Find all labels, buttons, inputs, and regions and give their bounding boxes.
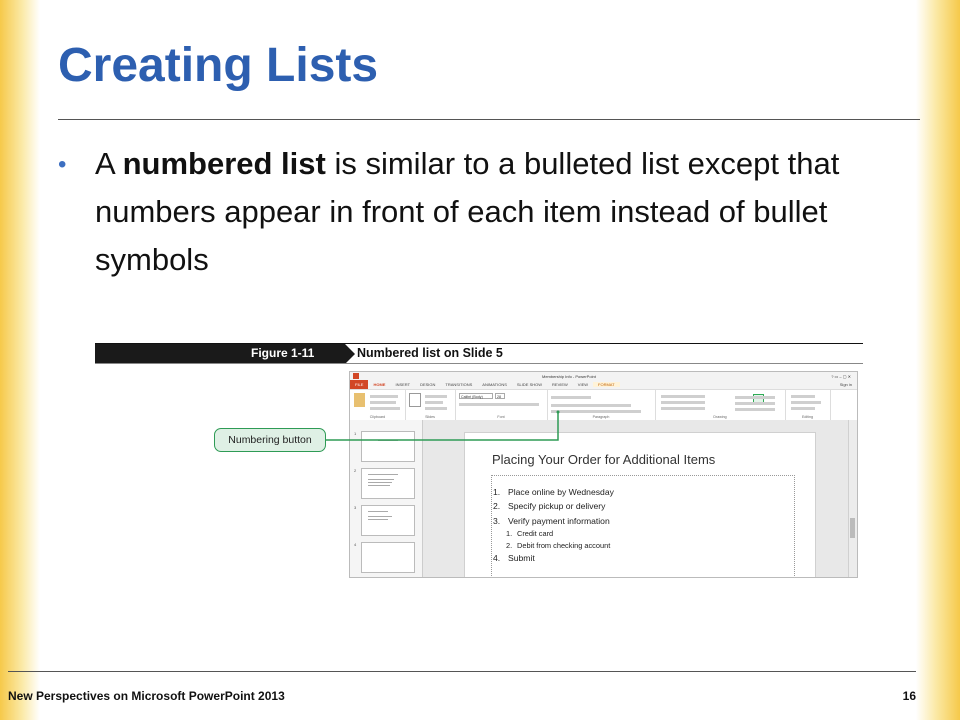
bullet-pre: A (95, 146, 123, 181)
tab-slide-show[interactable]: SLIDE SHOW (516, 382, 543, 387)
tab-view[interactable]: VIEW (577, 382, 589, 387)
callout-label: Numbering button (228, 434, 312, 446)
page-number: 16 (902, 689, 916, 703)
list-subitem: 1. Credit card (506, 528, 554, 538)
footer-divider (8, 671, 916, 672)
list-subitem: 2. Debit from checking account (506, 540, 611, 550)
bullet-dot-icon: • (58, 151, 67, 178)
footer-text: New Perspectives on Microsoft PowerPoint 2013 (8, 689, 285, 703)
list-item: 3. Verify payment information (493, 515, 610, 526)
tab-animations[interactable]: ANIMATIONS (482, 382, 507, 387)
group-label: Clipboard (369, 415, 386, 419)
tab-design[interactable]: DESIGN (420, 382, 436, 387)
figure-caption: Numbered list on Slide 5 (357, 346, 503, 360)
group-label: Editing (802, 415, 813, 419)
bullet-term: numbered list (122, 146, 326, 181)
group-label: Drawing (713, 415, 727, 419)
tab-transitions[interactable]: TRANSITIONS (445, 382, 473, 387)
numbering-button-callout (214, 428, 326, 452)
list-item: 1. Place online by Wednesday (493, 487, 614, 497)
font-name-input[interactable]: Calibri (Body) (459, 393, 493, 399)
sign-in-link[interactable]: Sign in (839, 382, 852, 387)
figure-label: Figure 1-11 (251, 346, 315, 360)
thumb-number: 4 (354, 542, 357, 547)
thumb-number: 1 (354, 431, 357, 436)
tab-review[interactable]: REVIEW (552, 382, 568, 387)
tab-format[interactable]: FORMAT (593, 382, 620, 387)
slide-canvas-title: Placing Your Order for Additional Items (492, 452, 716, 467)
bullet-post: is similar to a bulleted list except that numbers appear in front of each item instead of bullet symbols (95, 146, 840, 277)
font-size-input[interactable]: 28 (495, 393, 505, 399)
slide-title: Creating Lists (58, 39, 379, 92)
thumb-number: 2 (354, 468, 357, 473)
list-item: 4. Submit (493, 553, 535, 564)
window-title: Membership Info - PowerPoint (542, 373, 596, 379)
tab-home[interactable]: HOME (373, 382, 386, 387)
window-controls-icon[interactable]: ? ▭ – ▢ ✕ (831, 373, 851, 379)
tab-file[interactable]: FILE (350, 380, 368, 389)
group-label: Paragraph (592, 415, 610, 419)
group-label: Slides (425, 415, 435, 419)
tab-insert[interactable]: INSERT (395, 382, 411, 387)
thumb-number: 3 (354, 505, 357, 510)
list-item: 2. Specify pickup or delivery (493, 501, 606, 512)
group-label: Font (497, 415, 505, 419)
